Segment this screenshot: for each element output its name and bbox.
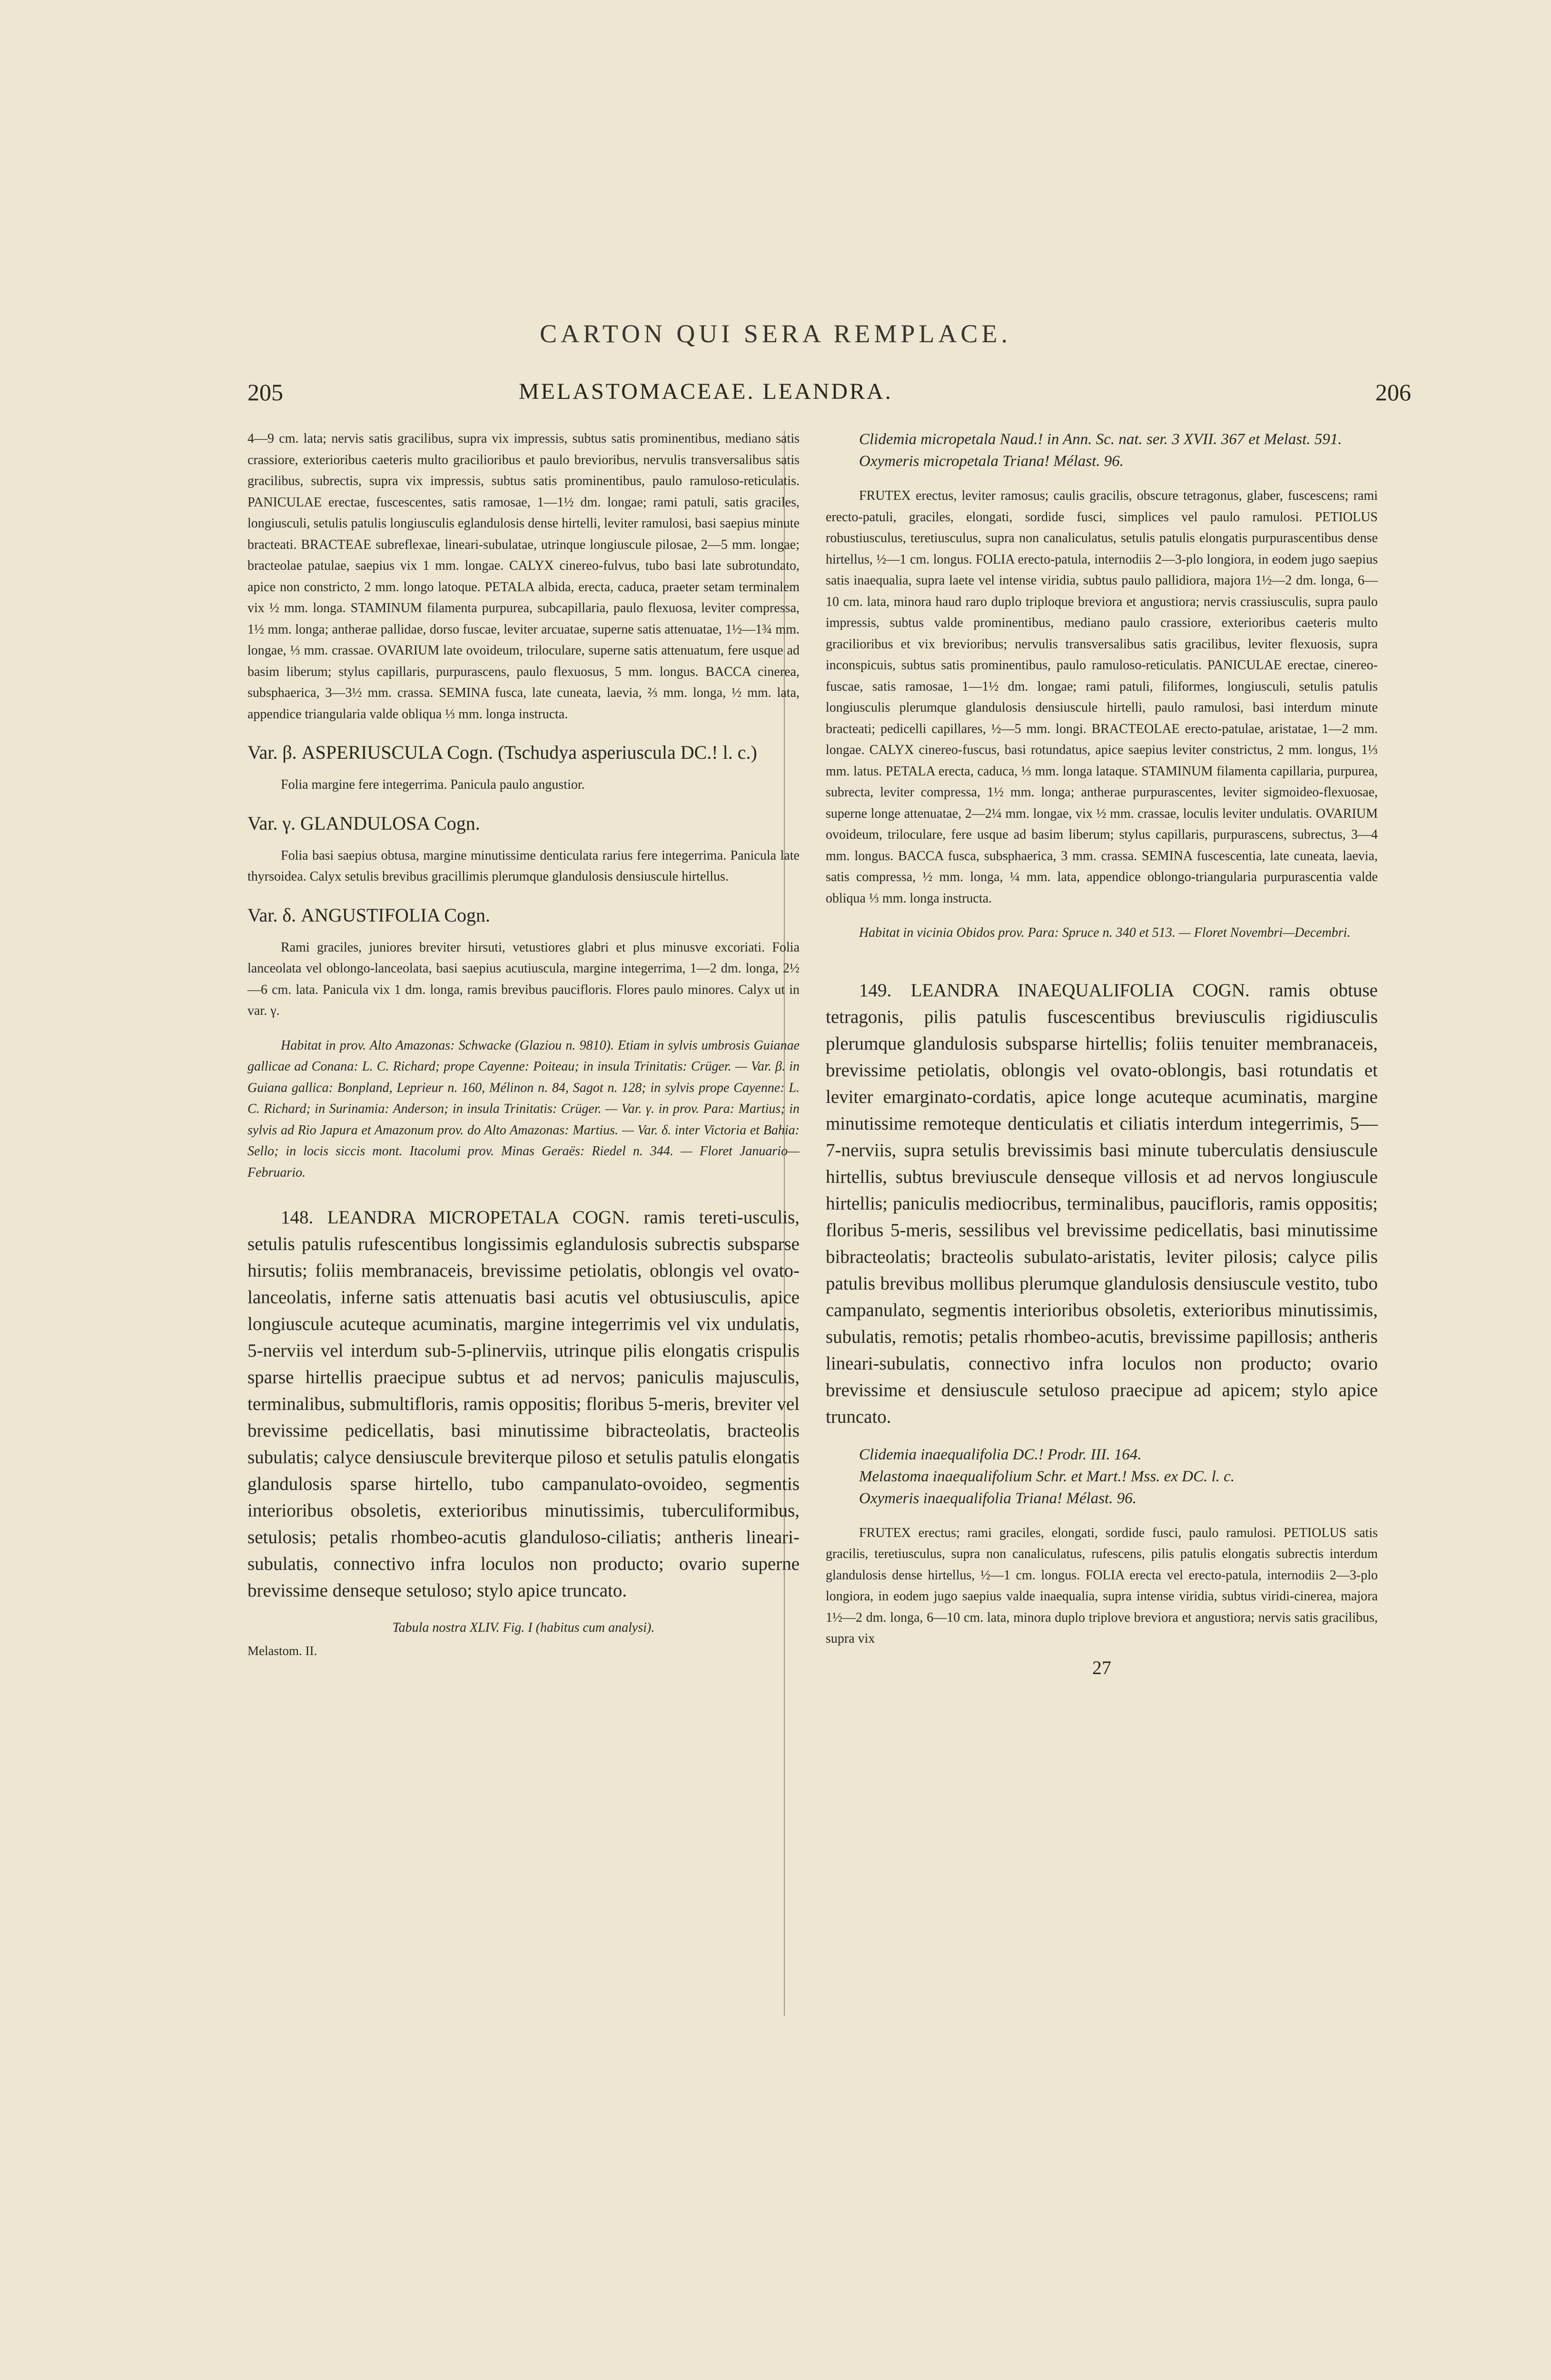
synonym-line: Clidemia micropetala Naud.! in Ann. Sc. nat. ser. 3 XVII. 367 et Melast. 591. <box>859 431 1342 448</box>
variety-delta-text: Rami graciles, juniores breviter hirsuti, vetustiores glabri et plus minusve excoriati. Folia lanceolata vel oblongo-lanceolata, basi saepius acutiuscula, margine integerrima, 1—2 dm. longa, 2½—6 cm. lata. Panicula vix 1 dm. longa, ramis brevibus paucifloris. Flores paulo minores. Calyx ut in var. γ. <box>247 940 800 1018</box>
description-continued: 4—9 cm. lata; nervis satis gracilibus, supra vix impressis, subtus satis prominentibus, mediano satis crassiore, exterioribus caeteris multo gracilioribus et paulo brevioribus, nervulis transversalibus satis gracilibus, subrectis, supra vix impressis, subtus satis prominentibus, paulo ramuloso-reticulatis. PANICULAE erectae, fuscescentes, satis ramosae, 1—1½ dm. longae; rami patuli, satis graciles, longiusculi, setulis patulis longiusculis eglandulosis dense hirtelli, leviter ramulosi, basi saepius minute bracteati. BRACTEAE subreflexae, lineari-subulatae, utrinque longiuscule pilosae, 2—5 mm. longae; bracteolae patulae, saepius vix 1 mm. longae. CALYX cinereo-fulvus, tubo basi late subrotundato, apice non constricto, 2 mm. longo latoque. PETALA albida, erecta, caduca, praeter setam terminalem vix ½ mm. longa. STAMINUM filamenta purpurea, subcapillaria, paulo flexuosa, leviter compressa, 1½ mm. longa; antherae pallidae, dorso fuscae, leviter arcuatae, superne satis attenuatae, 1½—1¾ mm. longae, ⅓ mm. crassae. OVARIUM late ovoideum, triloculare, superne satis attenuatum, fere usque ad basim liberum; stylus capillaris, purpurascens, paulo flexuosus, 5 mm. longus. BACCA cinerea, subsphaerica, 3—3½ mm. crassa. SEMINA fusca, late cuneata, laevia, ⅔ mm. longa, ½ mm. lata, appendice triangularia valde obliqua ⅓ mm. longa instructa. <box>247 431 800 722</box>
species-149-description: FRUTEX erectus; rami graciles, elongati, sordide fusci, paulo ramulosi. PETIOLUS satis gracilis, teretiusculus, supra non canaliculatus, rufescens, pilis patulis elongatis subrectis interdum glandulosis dense hirtellus, ½—1 cm. longus. FOLIA erecta vel erecto-patula, internodiis 2—3-plo longiora, in eodem jugo saepius valde inaequalia, supra intense viridia, subtus viridi-cinerea, majora 1½—2 dm. longa, 6—10 cm. lata, minora duplo triplove breviora et angustiora; nervis satis gracilibus, supra vix <box>826 1525 1378 1646</box>
gathering-number: 27 <box>1092 1656 1111 1678</box>
page-number-right: 206 <box>1375 379 1411 406</box>
signature-mark: Melastom. II. <box>247 1643 317 1658</box>
running-title: MELASTOMACEAE. LEANDRA. <box>519 379 893 404</box>
page-number-left: 205 <box>247 379 283 406</box>
synonym-line: Clidemia inaequalifolia DC.! Prodr. III. 164. <box>859 1446 1142 1463</box>
variety-beta-text: Folia margine fere integerrima. Panicula paulo angustior. <box>281 777 585 792</box>
replacement-banner: CARTON QUI SERA REMPLACE. <box>540 319 1011 348</box>
variety-gamma-text: Folia basi saepius obtusa, margine minutissime denticulata rarius fere integerrima. Panicula late thyrsoidea. Calyx setulis brevibus gracillimis plerumque glandulosis densiuscule hirtellus. <box>247 848 800 884</box>
habitat-paragraph: Habitat in vicinia Obidos prov. Para: Spruce n. 340 et 513. — Floret Novembri—Decembri. <box>859 925 1351 940</box>
right-column <box>826 428 1378 1698</box>
variety-gamma-title: Var. γ. GLANDULOSA Cogn. <box>247 812 480 834</box>
left-column <box>247 428 800 1671</box>
synonym-line: Oxymeris micropetala Triana! Mélast. 96. <box>859 453 1124 470</box>
plate-reference: Tabula nostra XLIV. Fig. I (habitus cum analysi). <box>392 1620 655 1635</box>
synonym-line: Oxymeris inaequalifolia Triana! Mélast. 96. <box>859 1489 1136 1507</box>
variety-delta-title: Var. δ. ANGUSTIFOLIA Cogn. <box>247 904 490 926</box>
species-149-diagnosis: 149. LEANDRA INAEQUALIFOLIA COGN. ramis obtuse tetragonis, pilis patulis fuscescentibus breviusculis rigidiusculis plerumque glandulosis subsparse hirtellis; foliis tenuiter membranaceis, brevissime petiolatis, oblongis vel ovato-oblongis, basi rotundatis et leviter emarginato-cordatis, apice longe acuteque acuminatis, margine minutissime remoteque denticulatis et ciliatis interdum integerrimis, 5—7-nerviis, supra setulis brevissimis basi minute tuberculatis densiuscule hirtellis, subtus breviuscule denseque villosis et ad nervos longiuscule hirtellis; paniculis mediocribus, terminalibus, paucifloris, ramis oppositis; floribus 5-meris, sessilibus vel brevissime pedicellatis, basi minutissime bibracteolatis; bracteolis subulato-aristatis, leviter pilosis; calyce pilis patulis brevibus mollibus plerumque glandulosis densiuscule vestito, tubo campanulato, segmentis interioribus obsoletis, exterioribus minutissimis, subulatis, remotis; petalis rhombeo-acutis, brevissime papillosis; antheris lineari-subulatis, connectivo infra loculos non producto; ovario brevissime et densiuscule setuloso praecipue ad apicem; stylo apice truncato. <box>826 980 1378 1427</box>
species-148-description: FRUTEX erectus, leviter ramosus; caulis gracilis, obscure tetragonus, glaber, fuscescens; rami erecto-patuli, graciles, elongati, sordide fusci, simplices vel paulo ramulosi. PETIOLUS robustiusculus, teretiusculus, supra non canaliculatus, setulis patulis elongatis purpurascentibus dense hirtellus, ½—1 cm. longus. FOLIA erecto-patula, internodiis 2—3-plo longiora, in eodem jugo saepius satis inaequalia, supra laete vel intense viridia, subtus paulo pallidiora, majora 1½—2 dm. longa, 6—10 cm. lata, minora haud raro duplo triploque breviora et angustiora; nervis crassiusculis, supra paulo impressis, subtus valde prominentibus, mediano paulo crassiore, exterioribus caeteris multo gracilioribus et vix brevioribus; nervulis transversalibus satis gracilibus, leviter flexuosis, supra inconspicuis, subtus satis prominentibus, paulo ramuloso-reticulatis. PANICULAE erectae, cinereo-fuscae, satis ramosae, 1—1½ dm. longae; rami patuli, filiformes, longiusculi, setulis patulis longiusculis plerumque glandulosis densiuscule hirtelli, paulo ramulosi, basi interdum minute bracteati; pedicelli capillares, ½—5 mm. longi. BRACTEOLAE erecto-patulae, aristatae, 1—2 mm. longae. CALYX cinereo-fuscus, basi rotundatus, apice saepius leviter constrictus, 2 mm. longus, 1⅓ mm. latus. PETALA erecta, caduca, ⅓ mm. longa lataque. STAMINUM filamenta capillaria, purpurea, subrecta, leviter compressa, 1½ mm. longa; antherae purpurascentes, leviter sigmoideo-flexuosae, superne longe attenuatae, 2—2¼ mm. longae, vix ½ mm. crassae, loculis leviter undulatis. OVARIUM ovoideum, triloculare, fere usque ad basim liberum; stylus capillaris, purpurascens, subrectus, 3—4 mm. longus. BACCA fusca, subsphaerica, 3 mm. crassa. SEMINA fuscescentia, late cuneata, laevia, satis compressa, ½ mm. longa, ¼ mm. lata, appendice oblongo-triangularia purpurascentia valde obliqua ⅓ mm. longa instructa. <box>826 488 1378 906</box>
habitat-paragraph: Habitat in prov. Alto Amazonas: Schwacke (Glaziou n. 9810). Etiam in sylvis umbrosis Guianae gallicae ad Conana: L. C. Richard; prope Cayenne: Poiteau; in insula Trinitatis: Crüger. — Var. β. in Guiana gallica: Bonpland, Leprieur n. 160, Mélinon n. 84, Sagot n. 128; in sylvis prope Cayenne: L. C. Richard; in Surinamia: Anderson; in insula Trinitatis: Crüger. — Var. γ. in prov. Para: Martius; in sylvis ad Rio Japura et Amazonum prov. do Alto Amazonas: Martius. — Var. δ. inter Victoria et Bahia: Sello; in locis siccis mont. Itacolumi prov. Minas Geraës: Riedel n. 344. — Floret Januario—Februario. <box>247 1038 800 1180</box>
variety-beta-title: Var. β. ASPERIUSCULA Cogn. (Tschudya asperiuscula DC.! l. c.) <box>247 742 757 763</box>
synonym-line: Melastoma inaequalifolium Schr. et Mart.! Mss. ex DC. l. c. <box>859 1468 1235 1485</box>
species-148-diagnosis: 148. LEANDRA MICROPETALA COGN. ramis tereti-usculis, setulis patulis rufescentibus longissimis eglandulosis subrectis subsparse hirsutis; foliis membranaceis, brevissime petiolatis, oblongis vel ovato-lanceolatis, inferne satis attenuatis basi acutis vel obtusiusculis, apice longiuscule acuteque acuminatis, margine integerrimis vel vix undulatis, 5-nerviis vel interdum sub-5-plinerviis, utrinque pilis elongatis crispulis sparse hirtellis praecipue subtus et ad nervos; paniculis majusculis, terminalibus, submultifloris, ramis oppositis; floribus 5-meris, breviter vel brevissime pedicellatis, basi minutissime bibracteolatis, bracteolis subulatis; calyce densiuscule breviterque piloso et setulis patulis elongatis glandulosis sparse hirtello, tubo campanulato-ovoideo, segmentis interioribus obsoletis, exterioribus minutissimis, tuberculiformibus, setulosis; petalis rhombeo-acutis glanduloso-ciliatis; antheris lineari-subulatis, connectivo infra loculos non producto; ovario superne brevissime denseque setuloso; stylo apice truncato. <box>247 1207 800 1601</box>
